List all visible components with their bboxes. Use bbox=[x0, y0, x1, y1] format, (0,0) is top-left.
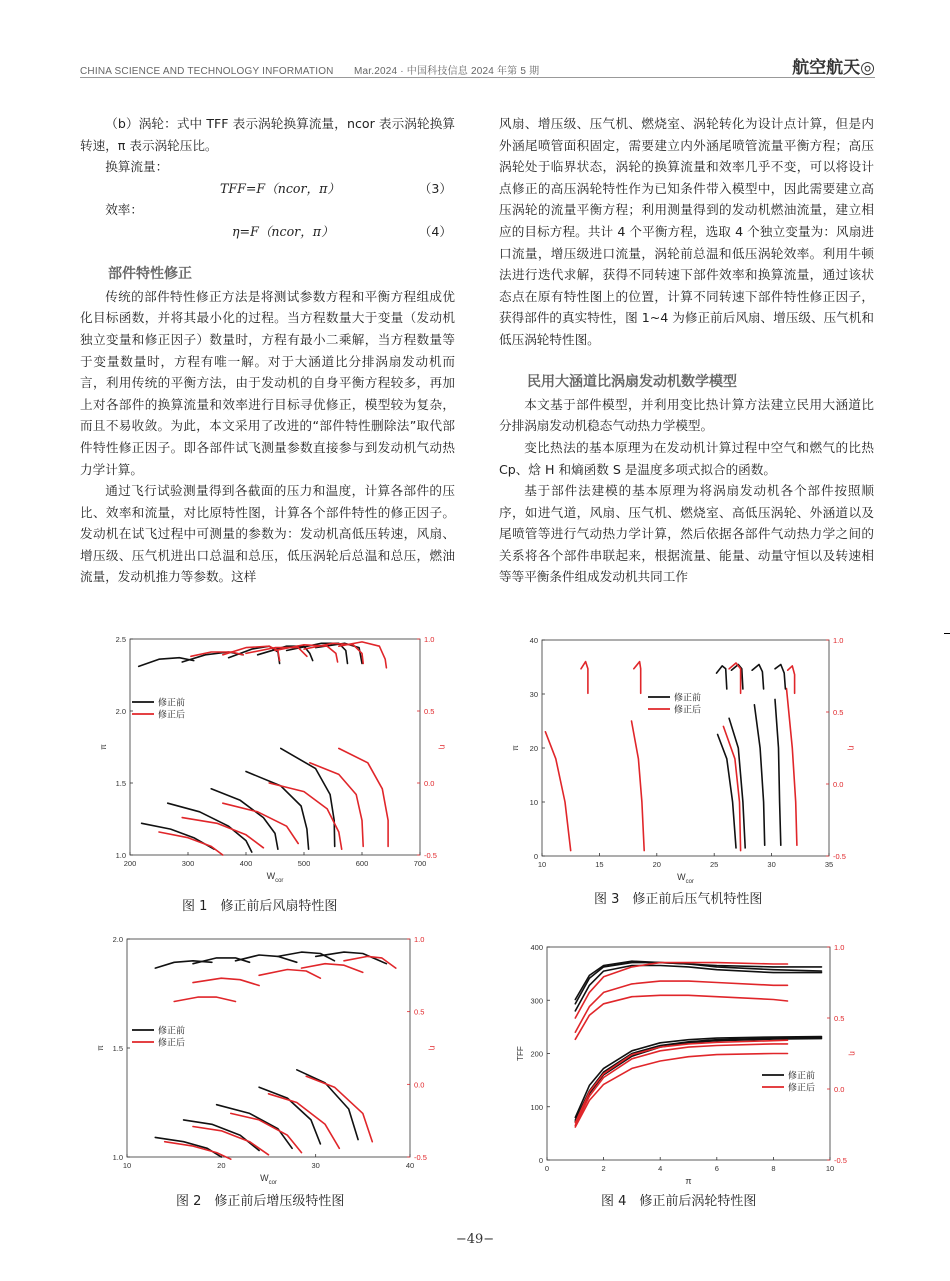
equation-3 bbox=[80, 178, 455, 200]
fig1-series-1-line-5 bbox=[339, 748, 388, 846]
right-column bbox=[499, 113, 874, 588]
y-axis-label: π bbox=[99, 744, 108, 750]
y-tick-label: 0 bbox=[533, 852, 538, 861]
x-tick-label: 400 bbox=[239, 859, 253, 868]
fig3-series-1-line-1 bbox=[632, 721, 645, 851]
page-header bbox=[80, 59, 875, 81]
y-tick-label: 30 bbox=[529, 690, 538, 699]
fig3-series-3-line-1 bbox=[634, 662, 641, 694]
fig3-series-2-line-3 bbox=[775, 665, 785, 690]
x-axis-label: $W_{cor}$ bbox=[260, 1173, 277, 1186]
y-tick-label: 20 bbox=[529, 744, 538, 753]
x-axis-label: $W_{cor}$ bbox=[266, 871, 284, 884]
fig4-series-2-line-2 bbox=[575, 966, 821, 1011]
y2-axis-label: η bbox=[428, 1045, 437, 1051]
fig3-series-0-line-2 bbox=[754, 705, 764, 845]
fig2-series-3-line-1 bbox=[193, 978, 259, 985]
x-tick-label: 8 bbox=[771, 1164, 776, 1173]
fig3-series-3-line-0 bbox=[581, 662, 588, 694]
y-tick-label: 0 bbox=[538, 1156, 543, 1165]
plot-frame bbox=[542, 640, 829, 856]
fig1-series-1-line-4 bbox=[310, 763, 363, 847]
x-tick-label: 200 bbox=[123, 859, 137, 868]
y2-tick-label: -0.5 bbox=[834, 1156, 847, 1165]
y-axis-label: π bbox=[511, 745, 520, 751]
y2-tick-label: -0.5 bbox=[833, 852, 846, 861]
fig2-series-3-line-2 bbox=[259, 970, 320, 979]
equation-3-number: （3） bbox=[418, 180, 452, 196]
legend-label-after: 修正后 bbox=[158, 710, 186, 721]
x-tick-label: 20 bbox=[217, 1161, 226, 1170]
y2-axis-label: η bbox=[847, 745, 856, 751]
left-column bbox=[80, 113, 455, 588]
x-tick-label: 6 bbox=[714, 1164, 719, 1173]
paragraph-correction-method: 传统的部件特性修正方法是将测试参数方程和平衡方程组成优化目标函数，并将其最小化的过程。当方程数量大于变量（发动机独立变量和修正因子）数量时，方程有最小二乘解，当方程数量等于变量数量时，方程有唯一解。对于大涵道比分排涡扇发动机而言，利用传统的平衡方法，由于发动机的自身平衡方程较多，再加上对各部件的换算流量和效率进行目标寻优修正，模型较为复杂，而且不易收敛。为此，本文采用了改进的“部件特性删除法”取代部件特性修正因子。即各部件试飞测量参数直接参与到发动机气动热力学计算。 bbox=[80, 288, 455, 477]
x-tick-label: 25 bbox=[710, 860, 719, 869]
page-number: −49− bbox=[455, 1232, 495, 1247]
y2-tick-label: 0.5 bbox=[414, 1007, 425, 1017]
figure-4-caption: 图 4 修正前后涡轮特性图 bbox=[601, 1194, 757, 1209]
y2-tick-label: 1.0 bbox=[833, 636, 844, 645]
fig2-svg bbox=[90, 930, 437, 1186]
y-tick-label: 1.5 bbox=[112, 1044, 123, 1053]
fig2-series-3-line-4 bbox=[344, 956, 396, 968]
x-tick-label: 20 bbox=[652, 860, 661, 869]
x-tick-label: 0 bbox=[544, 1164, 550, 1173]
fig1-series-2-line-0 bbox=[139, 658, 194, 667]
y-tick-label: 1.5 bbox=[115, 779, 126, 788]
y-tick-label: 2.0 bbox=[112, 935, 123, 944]
fig2-series-1-line-3 bbox=[269, 1094, 340, 1149]
x-tick-label: 10 bbox=[122, 1161, 132, 1170]
legend bbox=[648, 692, 701, 716]
figure-1-caption: 图 1 修正前后风扇特性图 bbox=[182, 899, 338, 914]
fig2-series-0-line-3 bbox=[259, 1087, 320, 1144]
y-tick-label: 200 bbox=[530, 1049, 543, 1059]
equation-4-number: （4） bbox=[418, 223, 452, 239]
y2-tick-label: 1.0 bbox=[834, 943, 845, 952]
y-tick-label: 2.5 bbox=[115, 635, 126, 644]
paragraph-flight-test: 通过飞行试验测量得到各截面的压力和温度，计算各部件的压比、效率和流量，对比原特性图，计算各个部件特性的修正因子。发动机在试飞过程中可测量的参数为：发动机高低压转速，风扇、增压级、压气机进出口总温和总压，低压涡轮后总温和总压，燃油流量，发动机推力等参数。这样 bbox=[80, 483, 455, 585]
paragraph-continued: 风扇、增压级、压气机、燃烧室、涡轮转化为设计点计算，但是内外涵尾喷管面积固定，需要建立内外涵尾喷管流量平衡方程；高压涡轮处于临界状态，涡轮的换算流量和效率几乎不变，可以将设计点修正的高压涡轮特性作为已知条件带入模型中，因此需要建立高压涡轮的流量平衡方程；利用测量得到的发动机燃油流量，建立相应的目标方程。共计 4 个平衡方程，选取 4 个独立变量为：风扇进口流量，增压级进口流量，涡轮前总温和低压涡轮效率。利用牛顿法进行迭代求解，获得不同转速下部件效率和换算流量，通过该状态点在原有特性图上的位置，计算不同转速下部件特性修正因子，获得部件的真实特性，图 1~4 为修正前后风扇、增压级、压气机和低压涡轮特性图。 bbox=[499, 116, 874, 347]
x-tick-label: 30 bbox=[767, 860, 776, 869]
section-title: 航空航天◎ bbox=[792, 58, 875, 78]
fig3-series-1-line-0 bbox=[545, 732, 570, 851]
legend bbox=[132, 1025, 185, 1049]
equation-4-expr: η=F（ncor，π） bbox=[232, 223, 334, 239]
fig3-svg bbox=[500, 630, 856, 885]
fig3-series-2-line-0 bbox=[717, 666, 727, 689]
fig4-series-3-line-1 bbox=[575, 981, 787, 1032]
plot-frame bbox=[130, 639, 420, 855]
fig4-series-1-line-1 bbox=[575, 1054, 787, 1128]
fig3-series-3-line-3 bbox=[788, 666, 795, 693]
legend-label-before: 修正前 bbox=[158, 698, 186, 709]
fig4-svg bbox=[500, 935, 857, 1186]
fig4-series-1-line-2 bbox=[575, 1040, 787, 1123]
figure-3-caption: 图 3 修正前后压气机特性图 bbox=[594, 892, 763, 907]
x-tick-label: 30 bbox=[311, 1161, 320, 1170]
x-tick-label: 500 bbox=[297, 859, 311, 868]
fig1-svg bbox=[90, 630, 447, 884]
x-tick-label: 600 bbox=[355, 859, 369, 868]
x-axis-label: π bbox=[685, 1176, 692, 1186]
legend bbox=[132, 697, 185, 721]
fig3-series-1-line-3 bbox=[787, 689, 797, 846]
journal-info: CHINA SCIENCE AND TECHNOLOGY INFORMATION Mar.2024 · 中国科技信息 2024 年第 5 期 bbox=[80, 66, 540, 77]
legend-label-after: 修正后 bbox=[158, 1038, 186, 1049]
paragraph-variable-heat: 变比热法的基本原理为在发动机计算过程中空气和燃气的比热 Cp、焓 H 和熵函数 S 是温度多项式拟合的函数。 bbox=[499, 439, 874, 477]
header-rule bbox=[80, 77, 875, 78]
y2-tick-label: -0.5 bbox=[424, 851, 437, 860]
legend-label-before: 修正前 bbox=[788, 1071, 816, 1082]
y2-tick-label: 0.5 bbox=[424, 707, 435, 716]
flow-label: 换算流量： bbox=[105, 159, 169, 175]
fig1-series-1-line-3 bbox=[269, 783, 342, 849]
x-tick-label: 300 bbox=[181, 859, 195, 868]
fig2-series-3-line-0 bbox=[174, 997, 235, 1001]
y2-tick-label: 0.0 bbox=[833, 780, 844, 789]
y-tick-label: 1.0 bbox=[115, 851, 126, 860]
figure-4-turbine-map bbox=[500, 935, 857, 1186]
fig3-series-0-line-3 bbox=[775, 699, 781, 845]
equation-4 bbox=[80, 221, 455, 243]
y2-tick-label: 0.0 bbox=[424, 779, 435, 788]
fig3-series-2-line-2 bbox=[752, 665, 764, 690]
x-tick-label: 10 bbox=[537, 860, 547, 869]
x-tick-label: 10 bbox=[825, 1164, 835, 1173]
fig4-series-1-line-0 bbox=[575, 1044, 787, 1126]
y2-tick-label: 0.0 bbox=[414, 1080, 425, 1090]
x-tick-label: 40 bbox=[405, 1161, 415, 1170]
y-tick-label: 400 bbox=[530, 943, 543, 952]
fig3-series-0-line-0 bbox=[718, 735, 736, 848]
y-tick-label: 40 bbox=[529, 636, 538, 645]
legend-label-before: 修正前 bbox=[674, 693, 702, 704]
fig1-series-1-line-0 bbox=[159, 832, 223, 855]
y-axis-label: π bbox=[96, 1045, 105, 1051]
paragraph-model-intro: 本文基于部件模型，并利用变比热计算方法建立民用大涵道比分排涡扇发动机稳态气动热力学模型。 bbox=[499, 396, 874, 434]
y2-tick-label: -0.5 bbox=[414, 1153, 427, 1162]
x-tick-label: 35 bbox=[824, 860, 834, 869]
legend-label-after: 修正后 bbox=[674, 705, 702, 716]
fig2-series-3-line-3 bbox=[302, 964, 363, 973]
edge-mark bbox=[944, 633, 950, 634]
fig2-series-0-line-2 bbox=[217, 1105, 293, 1149]
x-tick-label: 700 bbox=[413, 859, 427, 868]
x-tick-label: 2 bbox=[601, 1164, 606, 1173]
fig1-series-1-line-1 bbox=[182, 818, 263, 848]
y-axis-label: TFF bbox=[516, 1046, 525, 1061]
figure-2-booster-map bbox=[90, 930, 437, 1186]
fig4-series-3-line-2 bbox=[575, 995, 787, 1039]
fig1-series-1-line-2 bbox=[223, 803, 298, 843]
legend-label-after: 修正后 bbox=[788, 1083, 816, 1094]
y-tick-label: 10 bbox=[529, 798, 538, 807]
fig1-series-0-line-1 bbox=[168, 803, 252, 852]
fig4-series-0-line-1 bbox=[575, 1037, 821, 1118]
figure-1-fan-map bbox=[90, 630, 447, 884]
paragraph-component-method: 基于部件法建模的基本原理为将涡扇发动机各个部件按照顺序，如进气道，风扇、压气机、燃烧室、高低压涡轮、外涵道以及尾喷管等进行气动热力学计算，然后依据各部件气动热力学之间的关系将各个部件串联起来，根据流量、能量、动量守恒以及转速相等等平衡条件组成发动机共同工作 bbox=[499, 483, 874, 585]
equation-3-expr: TFF=F（ncor，π） bbox=[220, 180, 340, 196]
y2-axis-label: η bbox=[848, 1051, 857, 1056]
y-tick-label: 100 bbox=[530, 1102, 543, 1112]
y2-tick-label: 0.0 bbox=[834, 1085, 845, 1094]
y2-tick-label: 1.0 bbox=[424, 635, 435, 644]
y-tick-label: 300 bbox=[530, 996, 543, 1006]
x-tick-label: 15 bbox=[595, 860, 604, 869]
x-tick-label: 4 bbox=[658, 1164, 663, 1173]
section-heading-correction: 部件特性修正 bbox=[108, 266, 192, 283]
legend-label-before: 修正前 bbox=[158, 1026, 186, 1037]
fig1-series-0-line-3 bbox=[246, 772, 309, 850]
y2-tick-label: 1.0 bbox=[414, 935, 425, 944]
turbine-description: （b）涡轮：式中 TFF 表示涡轮换算流量，ncor 表示涡轮换算转速，π 表示涡轮压比。 bbox=[80, 116, 455, 153]
section-heading-model: 民用大涵道比涡扇发动机数学模型 bbox=[527, 374, 737, 391]
figure-2-caption: 图 2 修正前后增压级特性图 bbox=[176, 1194, 345, 1209]
fig2-series-0-line-0 bbox=[155, 1137, 221, 1157]
x-axis-label: $W_{cor}$ bbox=[677, 872, 694, 885]
legend bbox=[762, 1070, 815, 1094]
y2-tick-label: 0.5 bbox=[833, 708, 844, 717]
figure-3-compressor-map bbox=[500, 630, 856, 885]
y2-tick-label: 0.5 bbox=[834, 1014, 845, 1023]
y2-axis-label: η bbox=[438, 744, 447, 750]
y-tick-label: 1.0 bbox=[112, 1153, 123, 1162]
y-tick-label: 2.0 bbox=[115, 707, 126, 716]
efficiency-label: 效率： bbox=[105, 202, 143, 218]
